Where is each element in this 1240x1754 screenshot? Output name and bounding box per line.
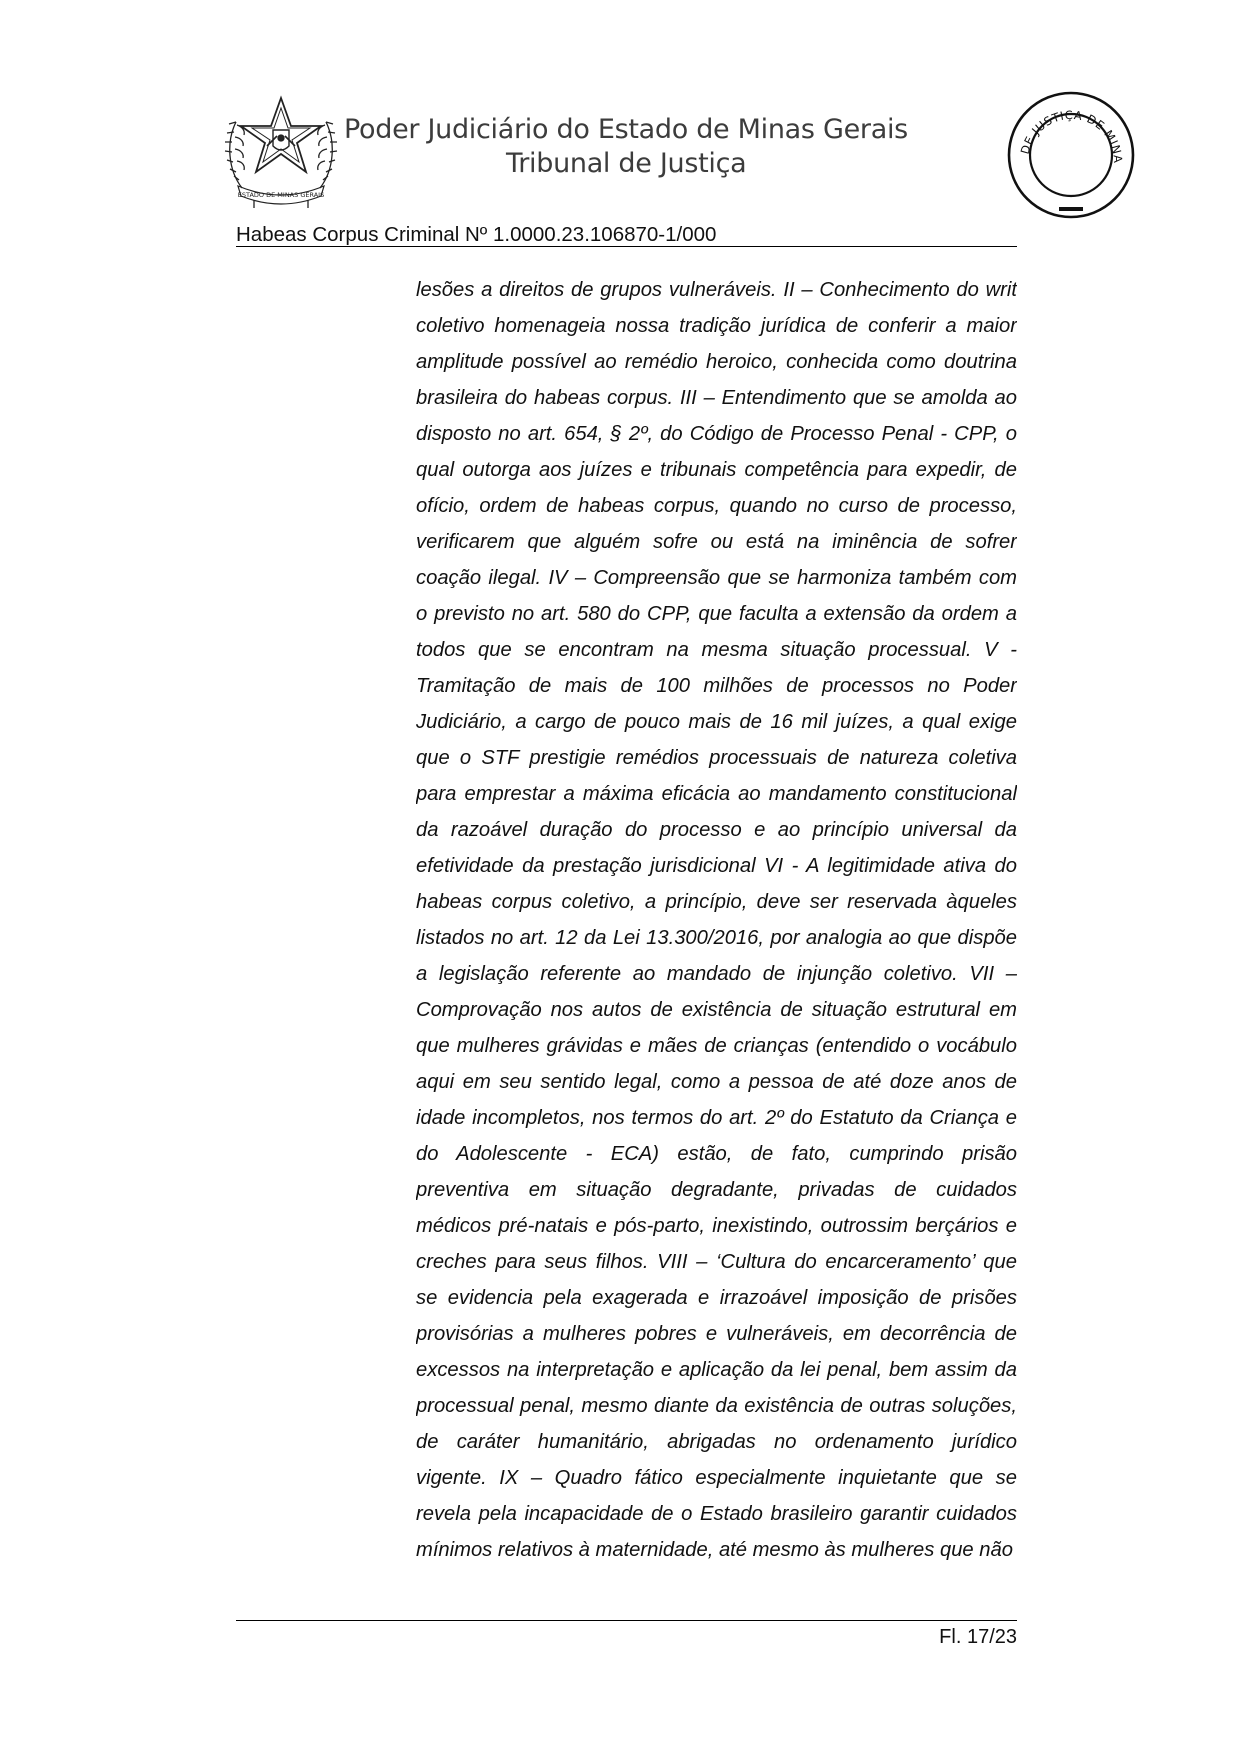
body-text bbox=[416, 272, 1017, 1568]
text-line: aqui em seu sentido legal, como a pessoa de até doze anos de bbox=[416, 1071, 1017, 1093]
text-line: da razoável duração do processo e ao princípio universal da bbox=[416, 819, 1017, 841]
institution-title bbox=[344, 112, 944, 180]
text-line: idade incompletos, nos termos do art. 2º do Estatuto da Criança e bbox=[416, 1107, 1017, 1129]
text-line: Tramitação de mais de 100 milhões de processos no Poder bbox=[416, 675, 1017, 697]
text-line: para emprestar a máxima eficácia ao mandamento constitucional bbox=[416, 783, 1017, 805]
text-line: Comprovação nos autos de existência de situação estrutural em bbox=[416, 999, 1017, 1021]
text-line: se evidencia pela exagerada e irrazoável imposição de prisões bbox=[416, 1287, 1017, 1309]
text-line: que mulheres grávidas e mães de crianças (entendido o vocábulo bbox=[416, 1035, 1017, 1057]
footer-divider bbox=[236, 1620, 1017, 1621]
seal-text: DE JUSTIÇA DE MINA bbox=[1017, 107, 1126, 164]
institution-name: Poder Judiciário do Estado de Minas Gerais bbox=[344, 114, 908, 145]
header-divider bbox=[236, 246, 1017, 247]
court-name: Tribunal de Justiça bbox=[506, 148, 747, 179]
text-line: habeas corpus coletivo, a princípio, deve ser reservada àqueles bbox=[416, 891, 1017, 913]
text-line: excessos na interpretação e aplicação da lei penal, bem assim da bbox=[416, 1359, 1017, 1381]
text-line: verificarem que alguém sofre ou está na iminência de sofrer bbox=[416, 531, 1017, 553]
court-seal bbox=[1006, 90, 1136, 220]
text-line: preventiva em situação degradante, privadas de cuidados bbox=[416, 1179, 1017, 1201]
text-line: brasileira do habeas corpus. III – Entendimento que se amolda ao bbox=[416, 387, 1017, 409]
text-line: ofício, ordem de habeas corpus, quando no curso de processo, bbox=[416, 495, 1017, 517]
text-line: Judiciário, a cargo de pouco mais de 16 mil juízes, a qual exige bbox=[416, 711, 1017, 733]
text-line: coletivo homenageia nossa tradição jurídica de conferir a maior bbox=[416, 315, 1017, 337]
text-line: vigente. IX – Quadro fático especialmente inquietante que se bbox=[416, 1467, 1017, 1489]
coat-motto-text: ESTADO DE MINAS GERAIS bbox=[237, 191, 325, 199]
text-line: médicos pré-natais e pós-parto, inexistindo, outrossim berçários e bbox=[416, 1215, 1017, 1237]
text-line: efetividade da prestação jurisdicional VI - A legitimidade ativa do bbox=[416, 855, 1017, 877]
text-line: que o STF prestigie remédios processuais de natureza coletiva bbox=[416, 747, 1017, 769]
text-line: disposto no art. 654, § 2º, do Código de Processo Penal - CPP, o bbox=[416, 423, 1017, 445]
text-line: amplitude possível ao remédio heroico, conhecida como doutrina bbox=[416, 351, 1017, 373]
text-line: revela pela incapacidade de o Estado brasileiro garantir cuidados bbox=[416, 1503, 1017, 1525]
coat-of-arms-logo bbox=[224, 92, 338, 214]
text-line: o previsto no art. 580 do CPP, que faculta a extensão da ordem a bbox=[416, 603, 1017, 625]
case-number: Habeas Corpus Criminal Nº 1.0000.23.106870-1/000 bbox=[236, 223, 717, 246]
text-line: do Adolescente - ECA) estão, de fato, cumprindo prisão bbox=[416, 1143, 1017, 1165]
text-line: a legislação referente ao mandado de injunção coletivo. VII – bbox=[416, 963, 1017, 985]
text-line: mínimos relativos à maternidade, até mesmo às mulheres que não bbox=[416, 1539, 1013, 1561]
text-line: creches para seus filhos. VIII – ‘Cultura do encarceramento’ que bbox=[416, 1251, 1017, 1273]
text-line: listados no art. 12 da Lei 13.300/2016, por analogia ao que dispõe bbox=[416, 927, 1017, 949]
text-line: lesões a direitos de grupos vulneráveis. II – Conhecimento do writ bbox=[416, 279, 1017, 301]
svg-text:TRIBUNAL DE JUSTIÇA DE MINAS G bbox=[1006, 90, 1125, 164]
text-line: coação ilegal. IV – Compreensão que se harmoniza também com bbox=[416, 567, 1017, 589]
page-number: Fl. 17/23 bbox=[939, 1626, 1017, 1648]
text-line: processual penal, mesmo diante da existência de outras soluções, bbox=[416, 1395, 1017, 1417]
text-line: provisórias a mulheres pobres e vulneráveis, em decorrência de bbox=[416, 1323, 1017, 1345]
text-line: de caráter humanitário, abrigadas no ordenamento jurídico bbox=[416, 1431, 1017, 1453]
text-line: qual outorga aos juízes e tribunais competência para expedir, de bbox=[416, 459, 1017, 481]
text-line: todos que se encontram na mesma situação processual. V - bbox=[416, 639, 1017, 661]
